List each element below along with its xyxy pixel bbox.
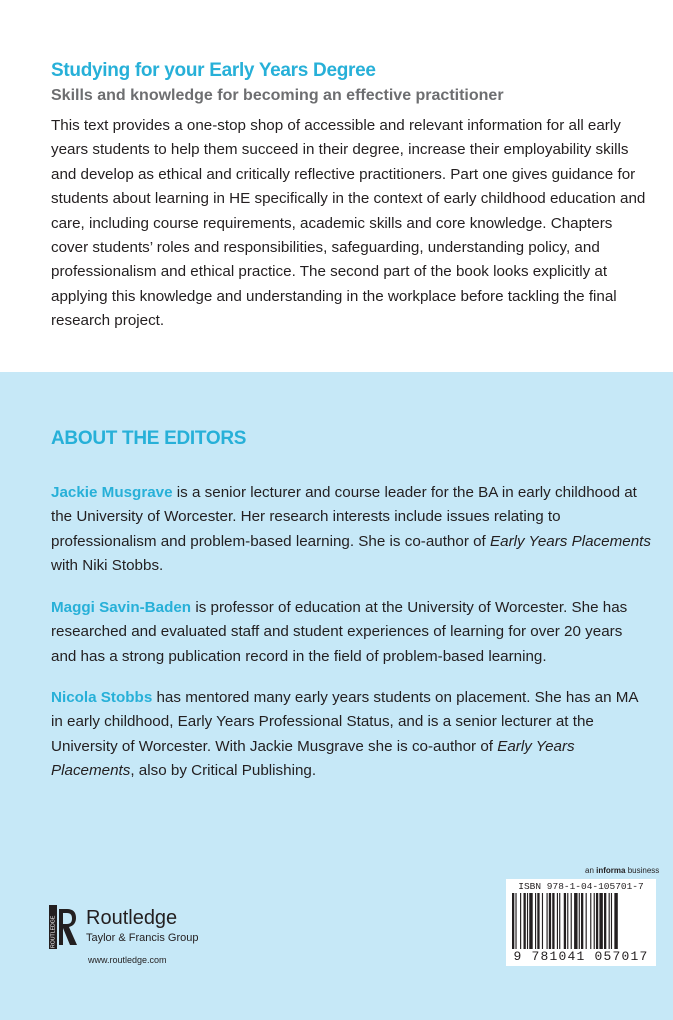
- editor-name: Maggi Savin-Baden: [51, 599, 192, 616]
- barcode-bar: [574, 893, 577, 949]
- editor-bio-text: has mentored many early years students on placement. She has an MA in early childhood, Early Years Professional Status, and is a senior lecturer at the University of Worcester. With Jackie Musgrave she is co-author of: [51, 689, 638, 755]
- informa-tagline: [585, 866, 659, 875]
- editor-bio-text: is a senior lecturer and course leader for the BA in early childhood at the University of Worcester. Her research interests include issues relating to professionalism and problem-based learning. She is co-author of: [51, 484, 637, 550]
- publisher-name: Routledge: [86, 907, 178, 929]
- editor-bio: [51, 481, 651, 579]
- barcode-bar: [549, 893, 551, 949]
- publisher-group: Taylor & Francis Group: [86, 932, 199, 944]
- description-panel: [0, 0, 673, 372]
- barcode-bar: [552, 893, 554, 949]
- barcode-bar: [542, 893, 543, 949]
- barcode-bar: [599, 893, 602, 949]
- barcode-bar: [537, 893, 539, 949]
- barcode-bar: [614, 893, 617, 949]
- barcode-bars: [512, 893, 652, 949]
- editor-bio: [51, 686, 651, 784]
- barcode-bar: [527, 893, 528, 949]
- barcode-bar: [596, 893, 598, 949]
- isbn-label: ISBN 978-1-04-105701-7: [518, 881, 644, 892]
- barcode-bar: [579, 893, 580, 949]
- barcode-bar: [571, 893, 572, 949]
- barcode-bar: [547, 893, 548, 949]
- editor-bio-text-end: , also by Critical Publishing.: [130, 762, 317, 780]
- barcode-bar: [594, 893, 595, 949]
- book-subtitle: Skills and knowledge for becoming an effective practitioner: [51, 87, 504, 104]
- barcode-bar: [567, 893, 568, 949]
- barcode-bar: [581, 893, 583, 949]
- barcode-bar: [557, 893, 558, 949]
- editor-name: Jackie Musgrave: [51, 484, 173, 501]
- barcode-bar: [564, 893, 566, 949]
- barcode-bar: [524, 893, 526, 949]
- book-reference: Early Years Placements: [490, 532, 651, 550]
- publisher-logo: [49, 905, 209, 965]
- editors-heading: ABOUT THE EDITORS: [51, 428, 247, 449]
- barcode-bar: [520, 893, 521, 949]
- barcode-bar: [529, 893, 532, 949]
- barcode-bar: [515, 893, 516, 949]
- editor-name: Nicola Stobbs: [51, 689, 153, 706]
- barcode-bar: [590, 893, 591, 949]
- barcode-bar: [604, 893, 606, 949]
- publisher-url: www.routledge.com: [88, 955, 167, 965]
- barcode-bar: [586, 893, 587, 949]
- routledge-r-icon: [49, 905, 79, 949]
- editor-bio-text: is professor of education at the University of Worcester. She has researched and evaluated staff and student experiences of learning for over 20 years and has a strong publication record in the field of problem-based learning.: [51, 599, 628, 665]
- barcode-bar: [611, 893, 612, 949]
- barcode-bar: [559, 893, 560, 949]
- informa-suffix: business: [625, 866, 660, 875]
- barcode-bar: [535, 893, 536, 949]
- barcode-bar: [609, 893, 610, 949]
- editor-bio-text-end: with Niki Stobbs.: [51, 557, 164, 575]
- book-title: Studying for your Early Years Degree: [51, 60, 376, 81]
- barcode-digits: 9 781041 057017: [513, 949, 649, 964]
- barcode-bar: [512, 893, 514, 949]
- book-reference: Early Years Placements: [51, 737, 575, 780]
- logo-vertical-label: ROUTLEDGE: [50, 915, 57, 948]
- book-blurb: This text provides a one-stop shop of accessible and relevant information for all early years students to help them succeed in their degree, increase their employability skills and develop as ethical and critically reflective practitioners. Part one gives guidance for students about learning in HE specifically in the context of early childhood education and care, including course requirements, academic skills and core knowledge. Chapters cover students’ roles and responsibilities, safeguarding, understanding policy, and professionalism and ethical practice. The second part of the book looks explicitly at applying this knowledge and understanding in the workplace before tackling the final research project.: [51, 117, 646, 330]
- editor-bio: [51, 596, 651, 669]
- informa-prefix: an: [585, 866, 594, 875]
- informa-brand: informa: [596, 866, 626, 875]
- barcode: [506, 879, 656, 966]
